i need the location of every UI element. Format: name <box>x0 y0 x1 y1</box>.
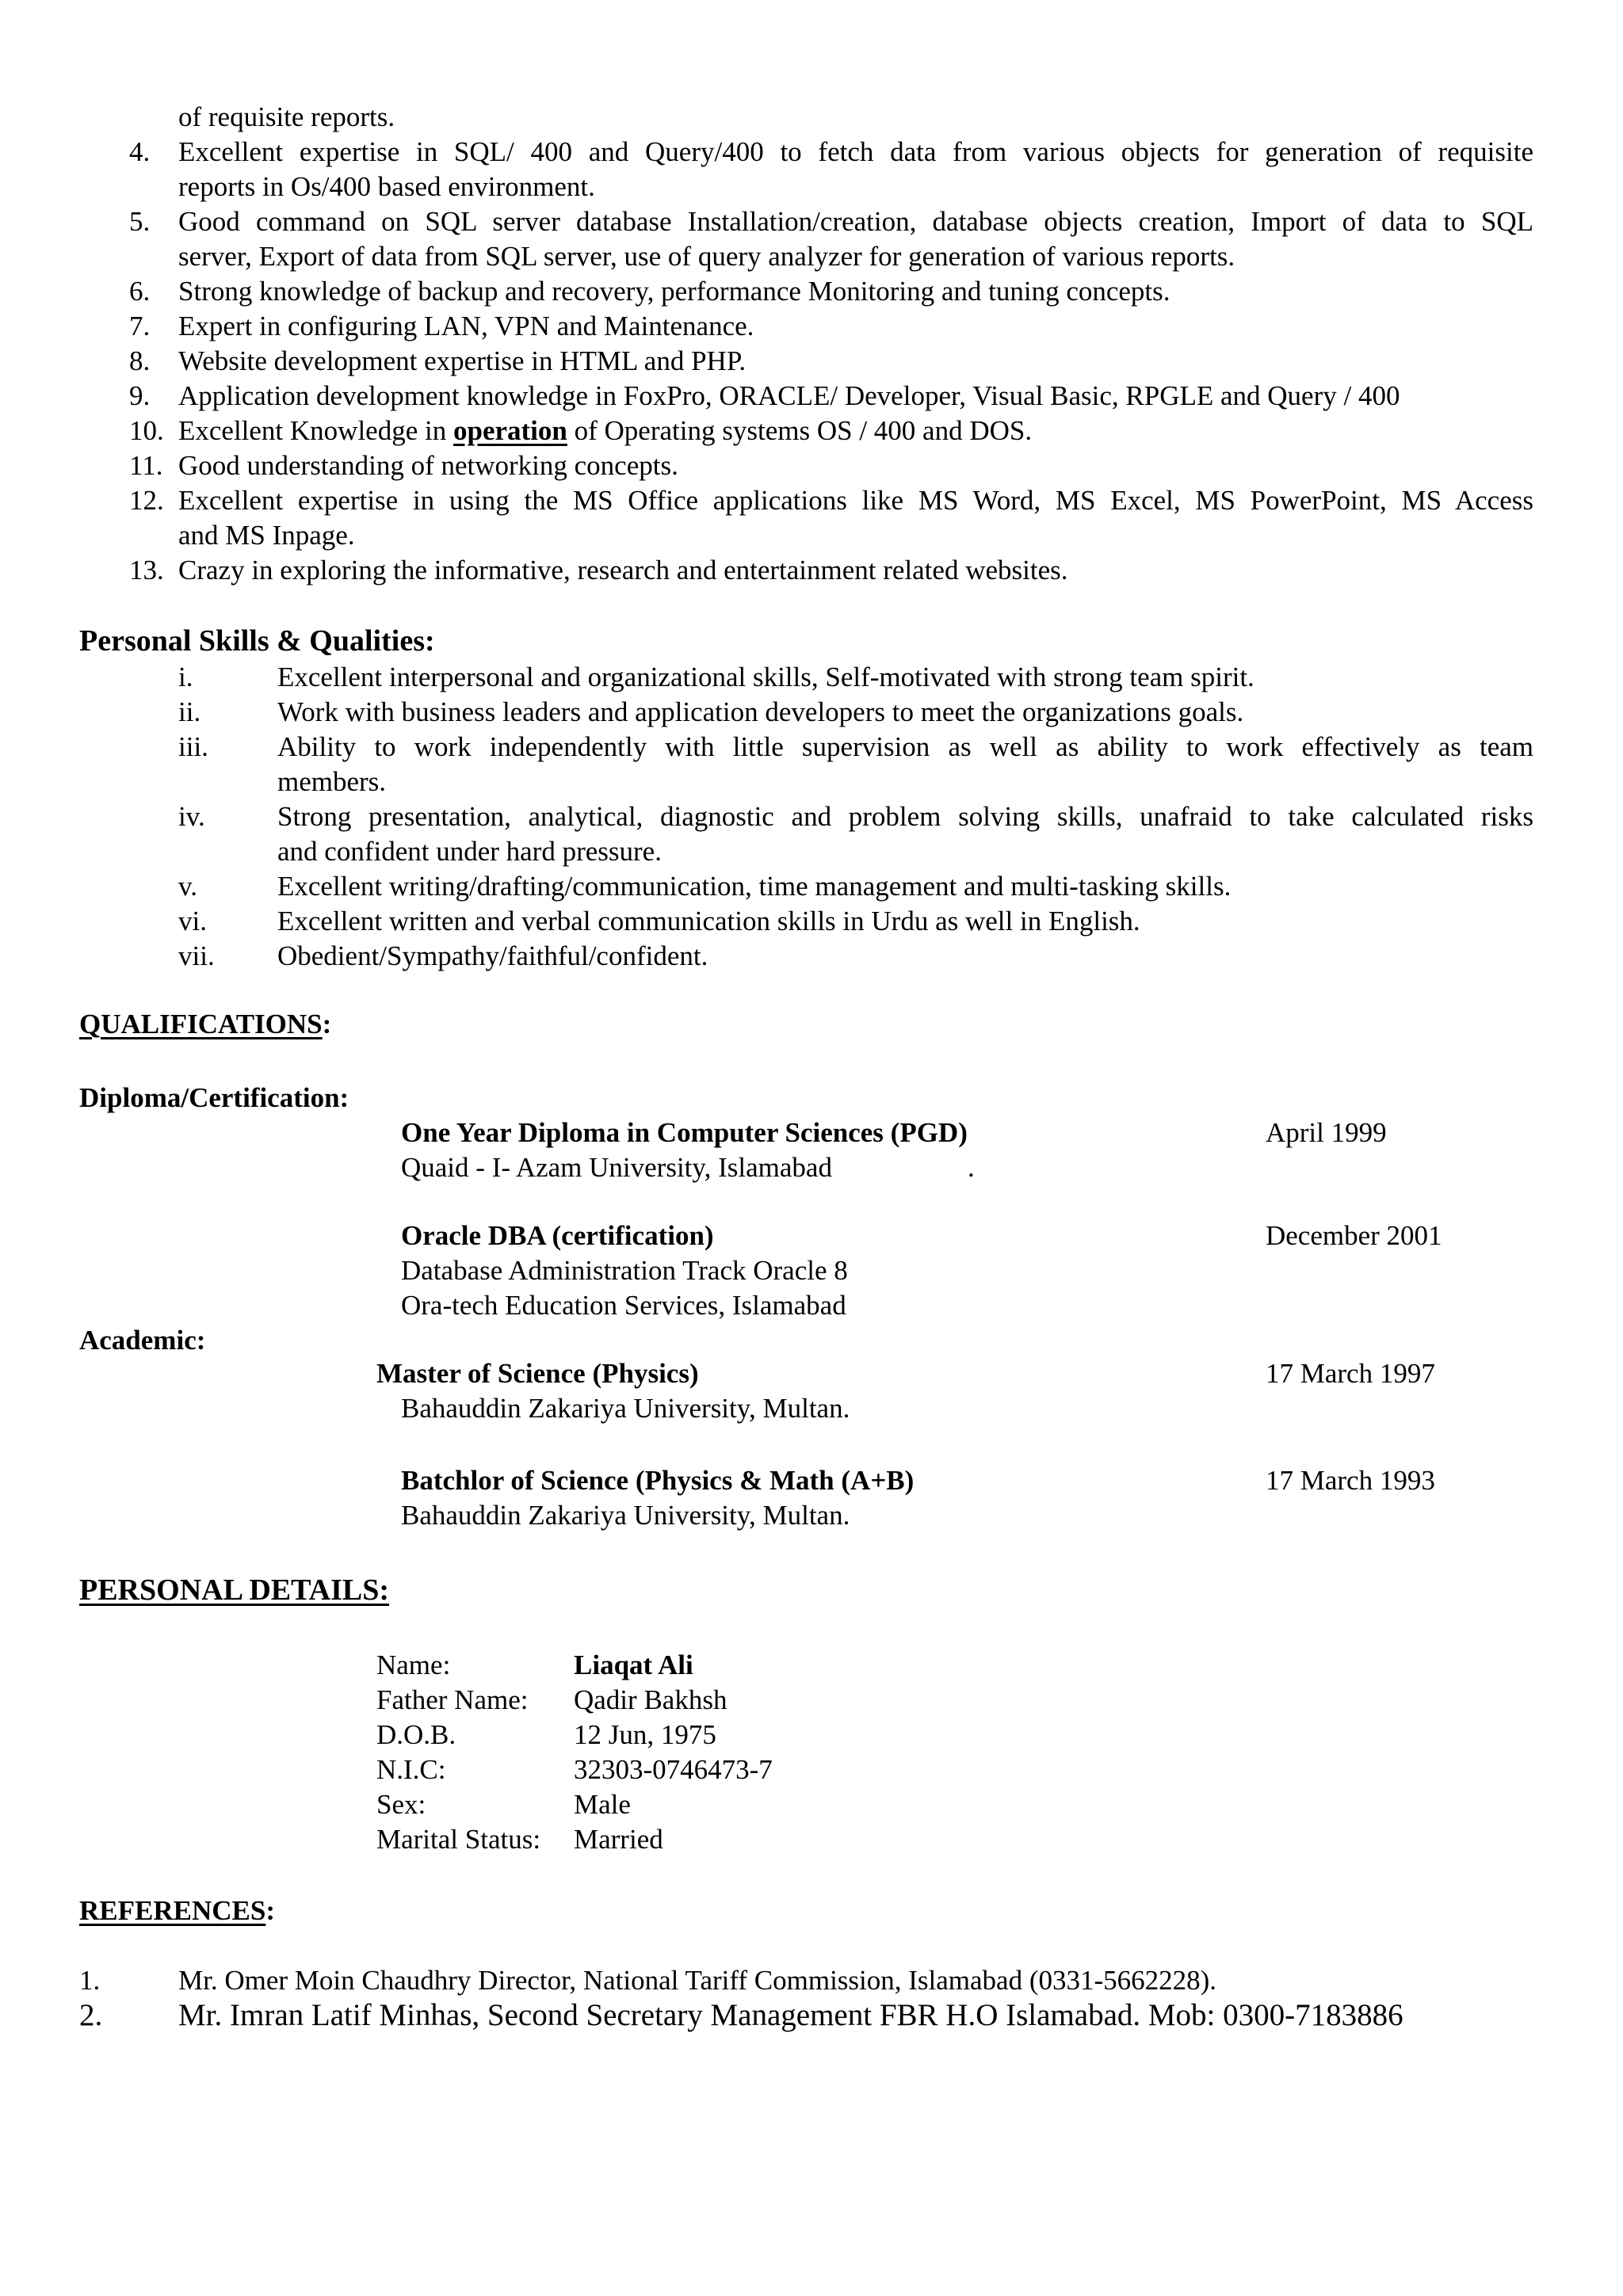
list-item-line: Excellent expertise in using the MS Office applications like MS Word, MS Excel, MS PowerPoint, MS Access <box>178 485 1533 516</box>
detail-value: 12 Jun, 1975 <box>574 1719 716 1750</box>
academic-label: Academic: <box>79 1325 206 1356</box>
qualification-detail: Database Administration Track Oracle 8 <box>401 1255 848 1286</box>
list-number: v. <box>178 871 197 902</box>
list-item-line: Good understanding of networking concepts. <box>178 450 678 481</box>
list-item-line: Website development expertise in HTML and PHP. <box>178 345 747 376</box>
detail-label: Marital Status: <box>376 1824 541 1855</box>
diploma-label: Diploma/Certification: <box>79 1082 349 1113</box>
list-item-line: Application development knowledge in FoxPro, ORACLE/ Developer, Visual Basic, RPGLE and Query / 400 <box>178 380 1400 411</box>
detail-value: Married <box>574 1824 663 1855</box>
list-item-line: Excellent writing/drafting/communication, time management and multi-tasking skills. <box>277 871 1232 902</box>
reference-number: 1. <box>79 1965 101 1996</box>
detail-value-name: Liaqat Ali <box>574 1650 693 1680</box>
list-number: iii. <box>178 731 208 762</box>
list-number: 9. <box>129 380 151 411</box>
list-number: vii. <box>178 940 215 971</box>
qualification-institution: Ora-tech Education Services, Islamabad <box>401 1290 846 1321</box>
list-item-line: Crazy in exploring the informative, research and entertainment related websites. <box>178 555 1068 585</box>
list-number: 13. <box>129 555 164 585</box>
qualification-date: 17 March 1993 <box>1266 1465 1435 1496</box>
list-item-line: reports in Os/400 based environment. <box>178 171 595 202</box>
qualifications-heading: QUALIFICATIONS: <box>79 1009 332 1039</box>
stray-dot: . <box>968 1152 975 1183</box>
list-item-line: Strong presentation, analytical, diagnostic and problem solving skills, unafraid to take calculated risks <box>277 801 1533 832</box>
list-item-line: Excellent interpersonal and organizational skills, Self-motivated with strong team spirit. <box>277 662 1254 692</box>
list-number: iv. <box>178 801 205 832</box>
list-number: 7. <box>129 311 151 341</box>
qualification-date: December 2001 <box>1266 1220 1442 1251</box>
list-number: i. <box>178 662 193 692</box>
detail-label: Name: <box>376 1650 451 1680</box>
list-number: 8. <box>129 345 151 376</box>
personal-details-heading: PERSONAL DETAILS: <box>79 1573 390 1607</box>
detail-label: Father Name: <box>376 1684 529 1715</box>
detail-label: Sex: <box>376 1789 426 1820</box>
list-number: 12. <box>129 485 164 516</box>
detail-value: Qadir Bakhsh <box>574 1684 727 1715</box>
list-item-line: Obedient/Sympathy/faithful/confident. <box>277 940 708 971</box>
detail-label: D.O.B. <box>376 1719 456 1750</box>
list-continuation: of requisite reports. <box>178 101 395 132</box>
list-number: 6. <box>129 276 151 307</box>
detail-value: Male <box>574 1789 631 1820</box>
qualification-institution: Quaid - I- Azam University, Islamabad <box>401 1152 832 1183</box>
qualification-title: Batchlor of Science (Physics & Math (A+B) <box>401 1465 915 1496</box>
qualification-date: April 1999 <box>1266 1117 1387 1148</box>
list-number: 4. <box>129 136 151 167</box>
personal-skills-heading: Personal Skills & Qualities: <box>79 624 435 658</box>
detail-value: 32303-0746473-7 <box>574 1754 773 1785</box>
list-item-line: Work with business leaders and application developers to meet the organizations goals. <box>277 696 1244 727</box>
list-item-line: Ability to work independently with little supervision as well as ability to work effectively as team <box>277 731 1533 762</box>
qualification-title: One Year Diploma in Computer Sciences (PGD) <box>401 1117 968 1148</box>
list-number: 10. <box>129 415 164 446</box>
list-item-line: Excellent written and verbal communication skills in Urdu as well in English. <box>277 906 1140 936</box>
reference-text: Mr. Imran Latif Minhas, Second Secretary Management FBR H.O Islamabad. Mob: 0300-7183886 <box>178 1998 1403 2032</box>
reference-number: 2. <box>79 1998 103 2032</box>
qualification-institution: Bahauddin Zakariya University, Multan. <box>401 1393 850 1424</box>
detail-label: N.I.C: <box>376 1754 446 1785</box>
list-item-line: Good command on SQL server database Installation/creation, database objects creation, Import of data to SQL <box>178 206 1533 237</box>
references-heading: REFERENCES: <box>79 1895 275 1926</box>
reference-text: Mr. Omer Moin Chaudhry Director, National Tariff Commission, Islamabad (0331-5662228). <box>178 1965 1217 1996</box>
list-item-line: and MS Inpage. <box>178 520 355 551</box>
list-item-line: server, Export of data from SQL server, use of query analyzer for generation of various reports. <box>178 241 1235 272</box>
list-number: vi. <box>178 906 207 936</box>
list-number: 11. <box>129 450 163 481</box>
list-item-line: Excellent expertise in SQL/ 400 and Query/400 to fetch data from various objects for generation of requisite <box>178 136 1533 167</box>
list-number: 5. <box>129 206 151 237</box>
qualification-title: Oracle DBA (certification) <box>401 1220 714 1251</box>
list-item-line: and confident under hard pressure. <box>277 836 662 867</box>
qualification-institution: Bahauddin Zakariya University, Multan. <box>401 1500 850 1531</box>
qualification-title: Master of Science (Physics) <box>376 1358 699 1389</box>
list-item-line: Expert in configuring LAN, VPN and Maintenance. <box>178 311 754 341</box>
list-number: ii. <box>178 696 201 727</box>
list-item-line: Strong knowledge of backup and recovery, performance Monitoring and tuning concepts. <box>178 276 1170 307</box>
qualification-date: 17 March 1997 <box>1266 1358 1435 1389</box>
list-item-line: Excellent Knowledge in operation of Operating systems OS / 400 and DOS. <box>178 415 1033 446</box>
list-item-line: members. <box>277 766 387 797</box>
emphasis-operation: operation <box>453 415 567 446</box>
